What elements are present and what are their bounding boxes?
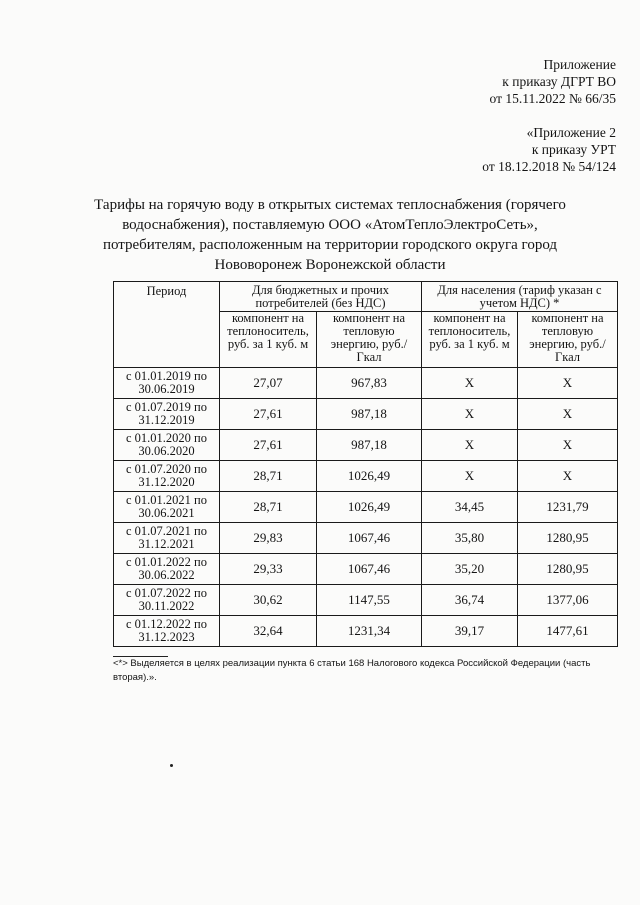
period-to: 30.06.2022: [138, 568, 195, 582]
appendix-line: к приказу ДГРТ ВО: [502, 74, 616, 89]
population-energy-header: компонент на тепловую энергию, руб./Гкал: [518, 312, 618, 368]
budget-energy-value: 1067,46: [317, 523, 422, 554]
budget-energy-value: 1026,49: [317, 492, 422, 523]
period-cell: [114, 616, 220, 647]
period-from: с 01.01.2021 по: [126, 493, 207, 507]
budget-energy-value: 1067,46: [317, 554, 422, 585]
budget-energy-header: компонент на тепловую энергию, руб./Гкал: [317, 312, 422, 368]
population-energy-value: Х: [518, 399, 618, 430]
period-to: 31.12.2019: [138, 413, 195, 427]
period-from: с 01.07.2020 по: [126, 462, 207, 476]
table-row: [114, 399, 618, 430]
population-energy-value: 1280,95: [518, 523, 618, 554]
population-carrier-value: 36,74: [422, 585, 518, 616]
budget-energy-value: 967,83: [317, 368, 422, 399]
table-row: [114, 492, 618, 523]
budget-energy-value: 1026,49: [317, 461, 422, 492]
period-from: с 01.12.2022 по: [126, 617, 207, 631]
population-carrier-value: Х: [422, 399, 518, 430]
population-energy-value: 1231,79: [518, 492, 618, 523]
population-carrier-value: Х: [422, 461, 518, 492]
period-to: 30.06.2019: [138, 382, 195, 396]
inner-appendix-reference: [482, 124, 616, 175]
period-to: 30.06.2020: [138, 444, 195, 458]
table-row: [114, 523, 618, 554]
document-title: Тарифы на горячую воду в открытых системах теплоснабжения (горячего водоснабжения), поставляемую ООО «АтомТеплоЭлектроСеть», потребителям, расположенным на территории городского округа город Нововоронеж Воронежской области: [94, 197, 566, 273]
population-carrier-value: Х: [422, 368, 518, 399]
table-row: [114, 585, 618, 616]
budget-carrier-value: 30,62: [220, 585, 317, 616]
population-energy-value: Х: [518, 461, 618, 492]
population-energy-value: 1377,06: [518, 585, 618, 616]
period-from: с 01.07.2022 по: [126, 586, 207, 600]
table-row: [114, 554, 618, 585]
period-from: с 01.07.2021 по: [126, 524, 207, 538]
population-carrier-header: компонент на теплоноситель, руб. за 1 куб. м: [422, 312, 518, 368]
appendix-line: Приложение: [543, 57, 616, 72]
table-row: [114, 368, 618, 399]
tariff-table-body: [114, 368, 618, 647]
budget-energy-value: 1231,34: [317, 616, 422, 647]
budget-carrier-value: 27,61: [220, 430, 317, 461]
population-carrier-value: 35,80: [422, 523, 518, 554]
period-from: с 01.01.2019 по: [126, 369, 207, 383]
appendix-line: от 18.12.2018 № 54/124: [482, 159, 616, 174]
budget-carrier-value: 29,83: [220, 523, 317, 554]
period-from: с 01.01.2022 по: [126, 555, 207, 569]
budget-energy-value: 987,18: [317, 399, 422, 430]
population-energy-value: 1477,61: [518, 616, 618, 647]
period-from: с 01.07.2019 по: [126, 400, 207, 414]
population-carrier-value: Х: [422, 430, 518, 461]
population-carrier-value: 39,17: [422, 616, 518, 647]
period-cell: [114, 523, 220, 554]
population-carrier-value: 35,20: [422, 554, 518, 585]
period-to: 31.12.2023: [138, 630, 195, 644]
appendix-line: «Приложение 2: [526, 125, 616, 140]
budget-carrier-header: компонент на теплоноситель, руб. за 1 куб. м: [220, 312, 317, 368]
budget-carrier-value: 32,64: [220, 616, 317, 647]
scan-speck: [170, 764, 173, 767]
period-cell: [114, 399, 220, 430]
budget-group-header: Для бюджетных и прочих потребителей (без НДС): [220, 282, 422, 312]
period-cell: [114, 368, 220, 399]
budget-carrier-value: 28,71: [220, 492, 317, 523]
footnote: <*> Выделяется в целях реализации пункта 6 статьи 168 Налогового кодекса Российской Федерации (часть вторая).».: [113, 658, 591, 683]
tariff-table: [113, 281, 618, 647]
appendix-order-reference: [490, 56, 616, 107]
appendix-line: к приказу УРТ: [531, 142, 616, 157]
population-group-header: Для населения (тариф указан с учетом НДС) *: [422, 282, 618, 312]
period-to: 30.11.2022: [138, 599, 195, 613]
period-cell: [114, 461, 220, 492]
period-to: 30.06.2021: [138, 506, 195, 520]
budget-carrier-value: 27,61: [220, 399, 317, 430]
budget-carrier-value: 28,71: [220, 461, 317, 492]
population-energy-value: Х: [518, 430, 618, 461]
period-to: 31.12.2021: [138, 537, 195, 551]
budget-carrier-value: 27,07: [220, 368, 317, 399]
table-row: [114, 461, 618, 492]
period-from: с 01.01.2020 по: [126, 431, 207, 445]
table-row: [114, 430, 618, 461]
period-cell: [114, 554, 220, 585]
period-header: Период: [114, 282, 220, 368]
table-row: [114, 616, 618, 647]
population-energy-value: Х: [518, 368, 618, 399]
budget-energy-value: 987,18: [317, 430, 422, 461]
population-carrier-value: 34,45: [422, 492, 518, 523]
period-cell: [114, 492, 220, 523]
budget-energy-value: 1147,55: [317, 585, 422, 616]
period-cell: [114, 430, 220, 461]
period-to: 31.12.2020: [138, 475, 195, 489]
period-cell: [114, 585, 220, 616]
budget-carrier-value: 29,33: [220, 554, 317, 585]
appendix-line: от 15.11.2022 № 66/35: [489, 91, 616, 106]
population-energy-value: 1280,95: [518, 554, 618, 585]
